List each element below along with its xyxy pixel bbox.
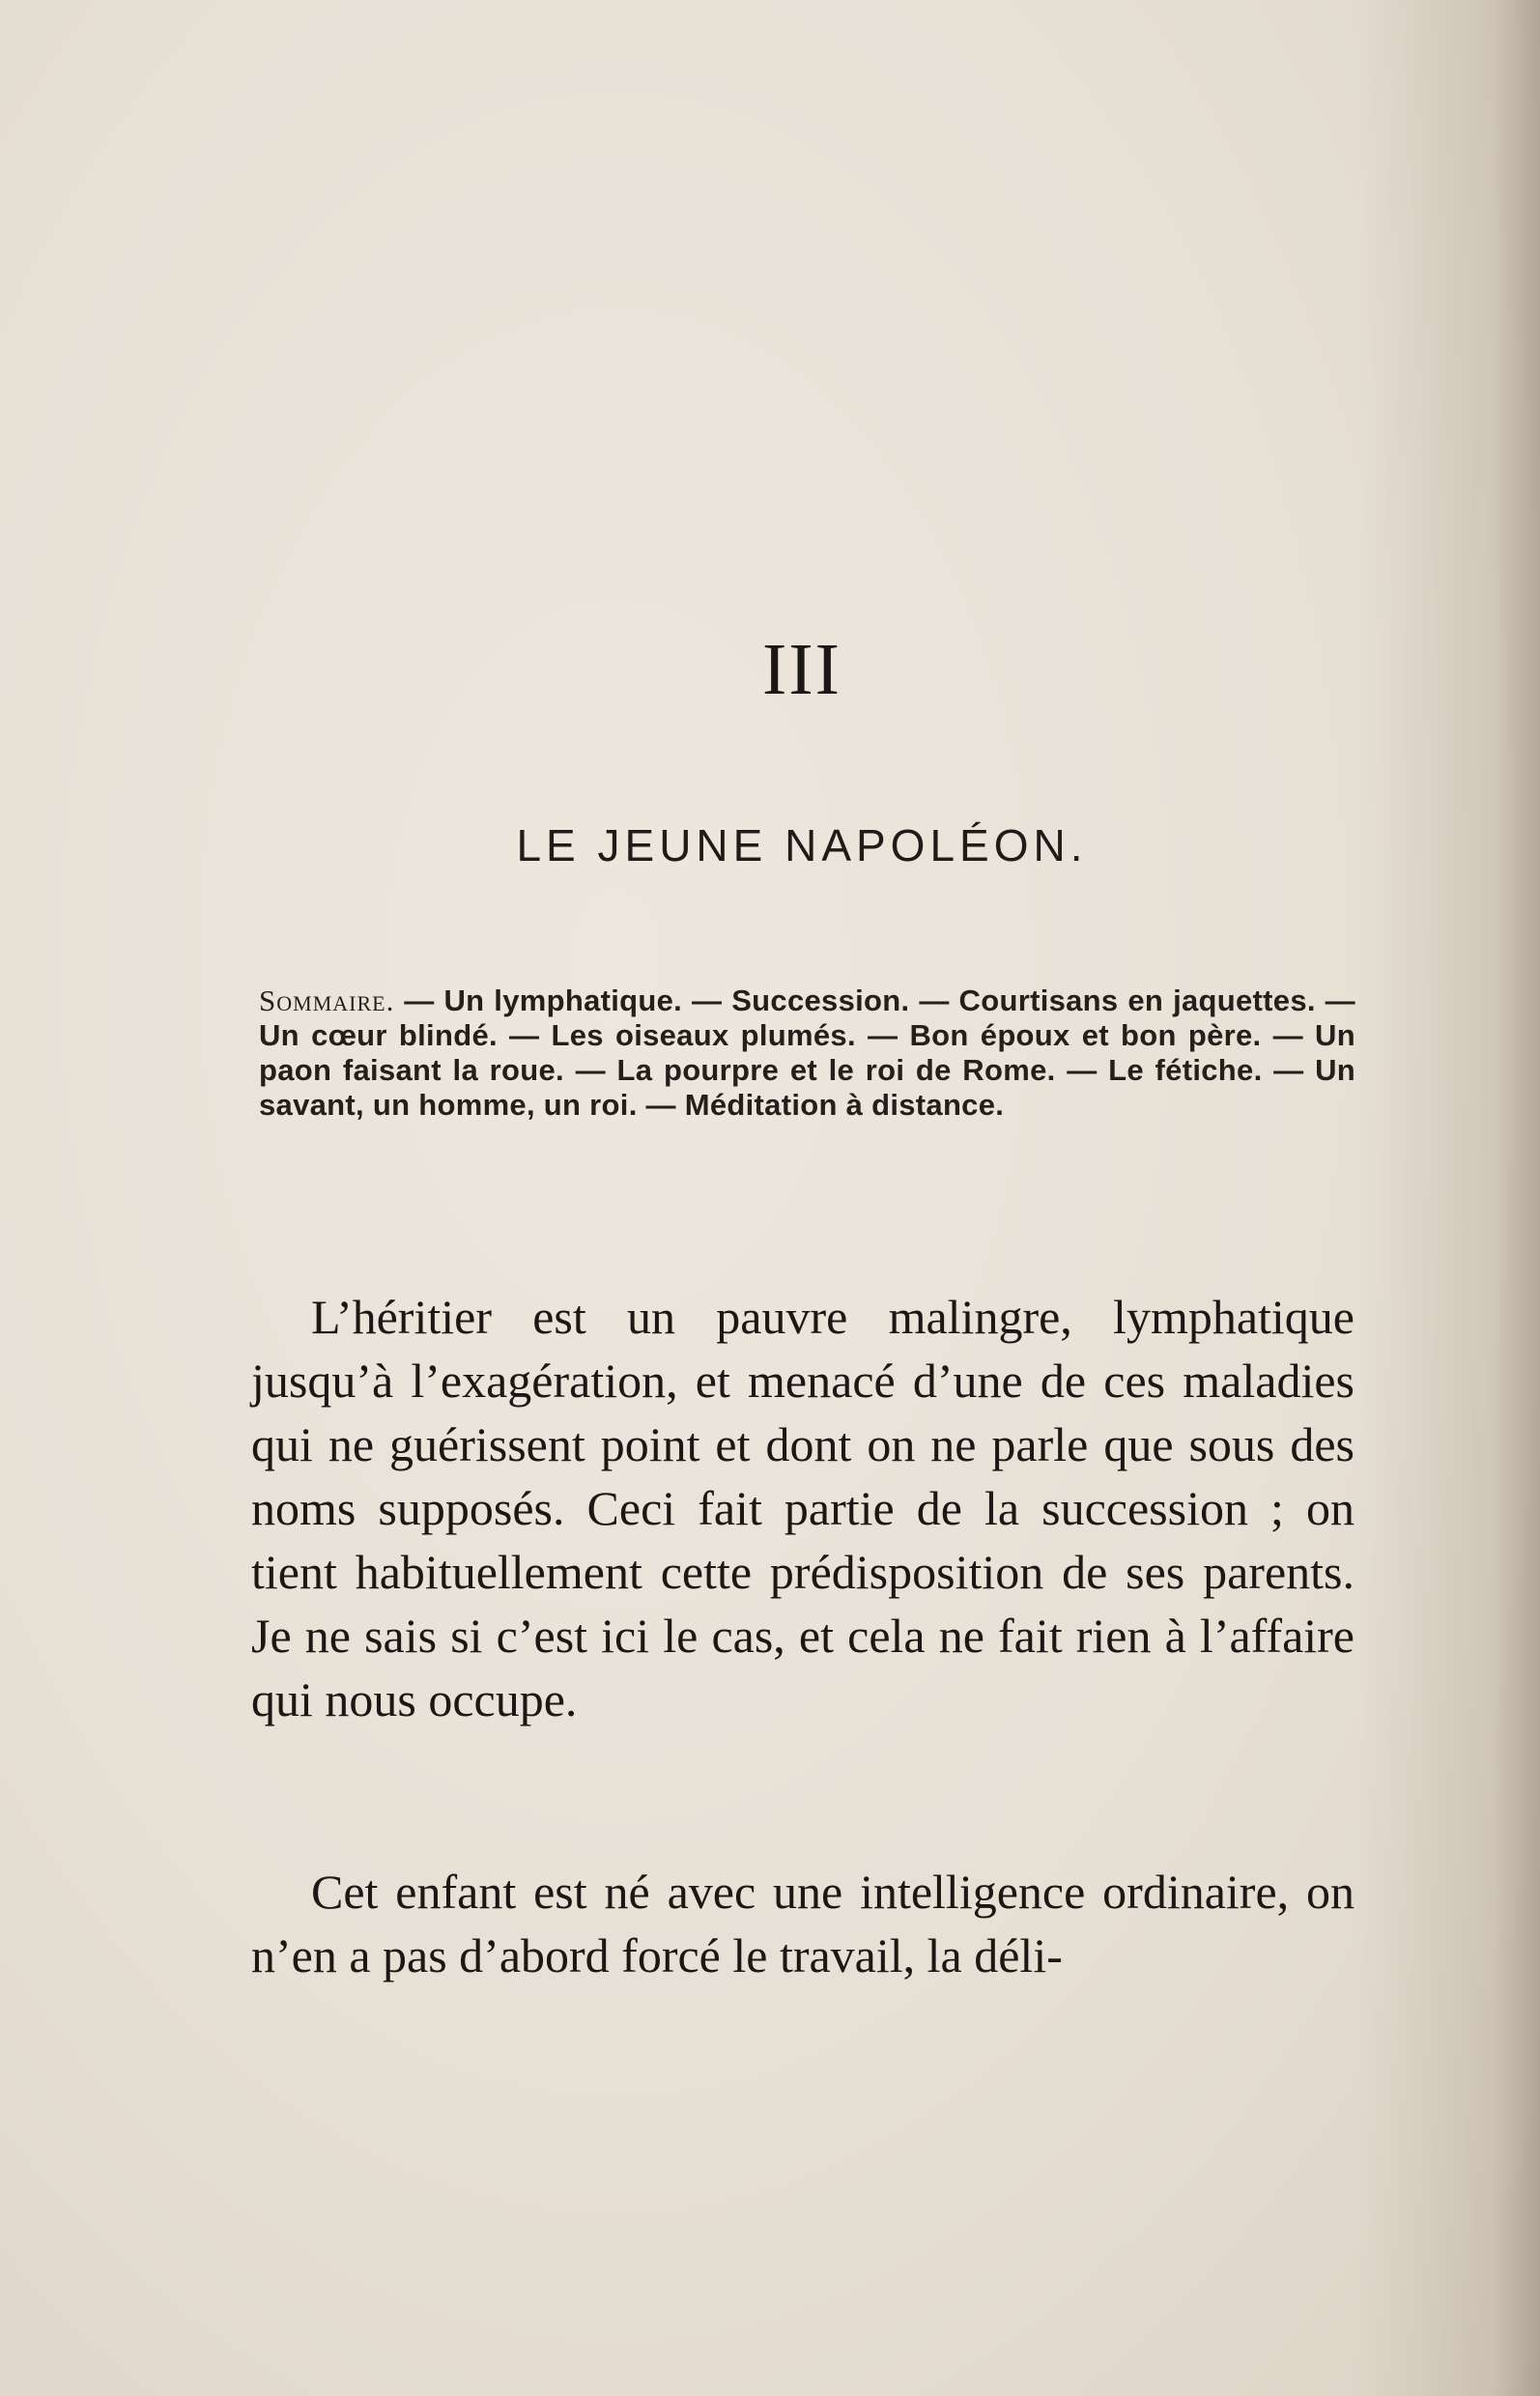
body-paragraph-1 xyxy=(251,1285,1355,1731)
chapter-summary xyxy=(259,984,1355,1123)
chapter-title: LE JEUNE NAPOLÉON. xyxy=(516,820,1088,870)
body-paragraph-2 xyxy=(251,1860,1355,1987)
summary-text: — Un lymphatique. — Succession. — Courtisans en jaquettes. — Un cœur blindé. — Les oiseaux plumés. — Bon époux et bon père. — Un paon faisant la roue. — La pourpre et le roi de Rome. — Le fétiche. — Un savant, un homme, un roi. — Méditation à distance. xyxy=(259,984,1355,1122)
paragraph-text: L’héritier est un pauvre malingre, lymphatique jusqu’à l’exagération, et menacé d’une de ces maladies qui ne guérissent point et dont on ne parle que sous des noms supposés. Ceci fait partie de la succession ; on tient habituellement cette prédisposition de ses parents. Je ne sais si c’est ici le cas, et cela ne fait rien à l’affaire qui nous occupe. xyxy=(251,1290,1355,1726)
paragraph-text: Cet enfant est né avec une intelligence ordinaire, on n’en a pas d’abord forcé le travail, la déli- xyxy=(251,1865,1355,1982)
summary-label: Sommaire. xyxy=(259,984,395,1017)
chapter-number: III xyxy=(762,629,841,710)
